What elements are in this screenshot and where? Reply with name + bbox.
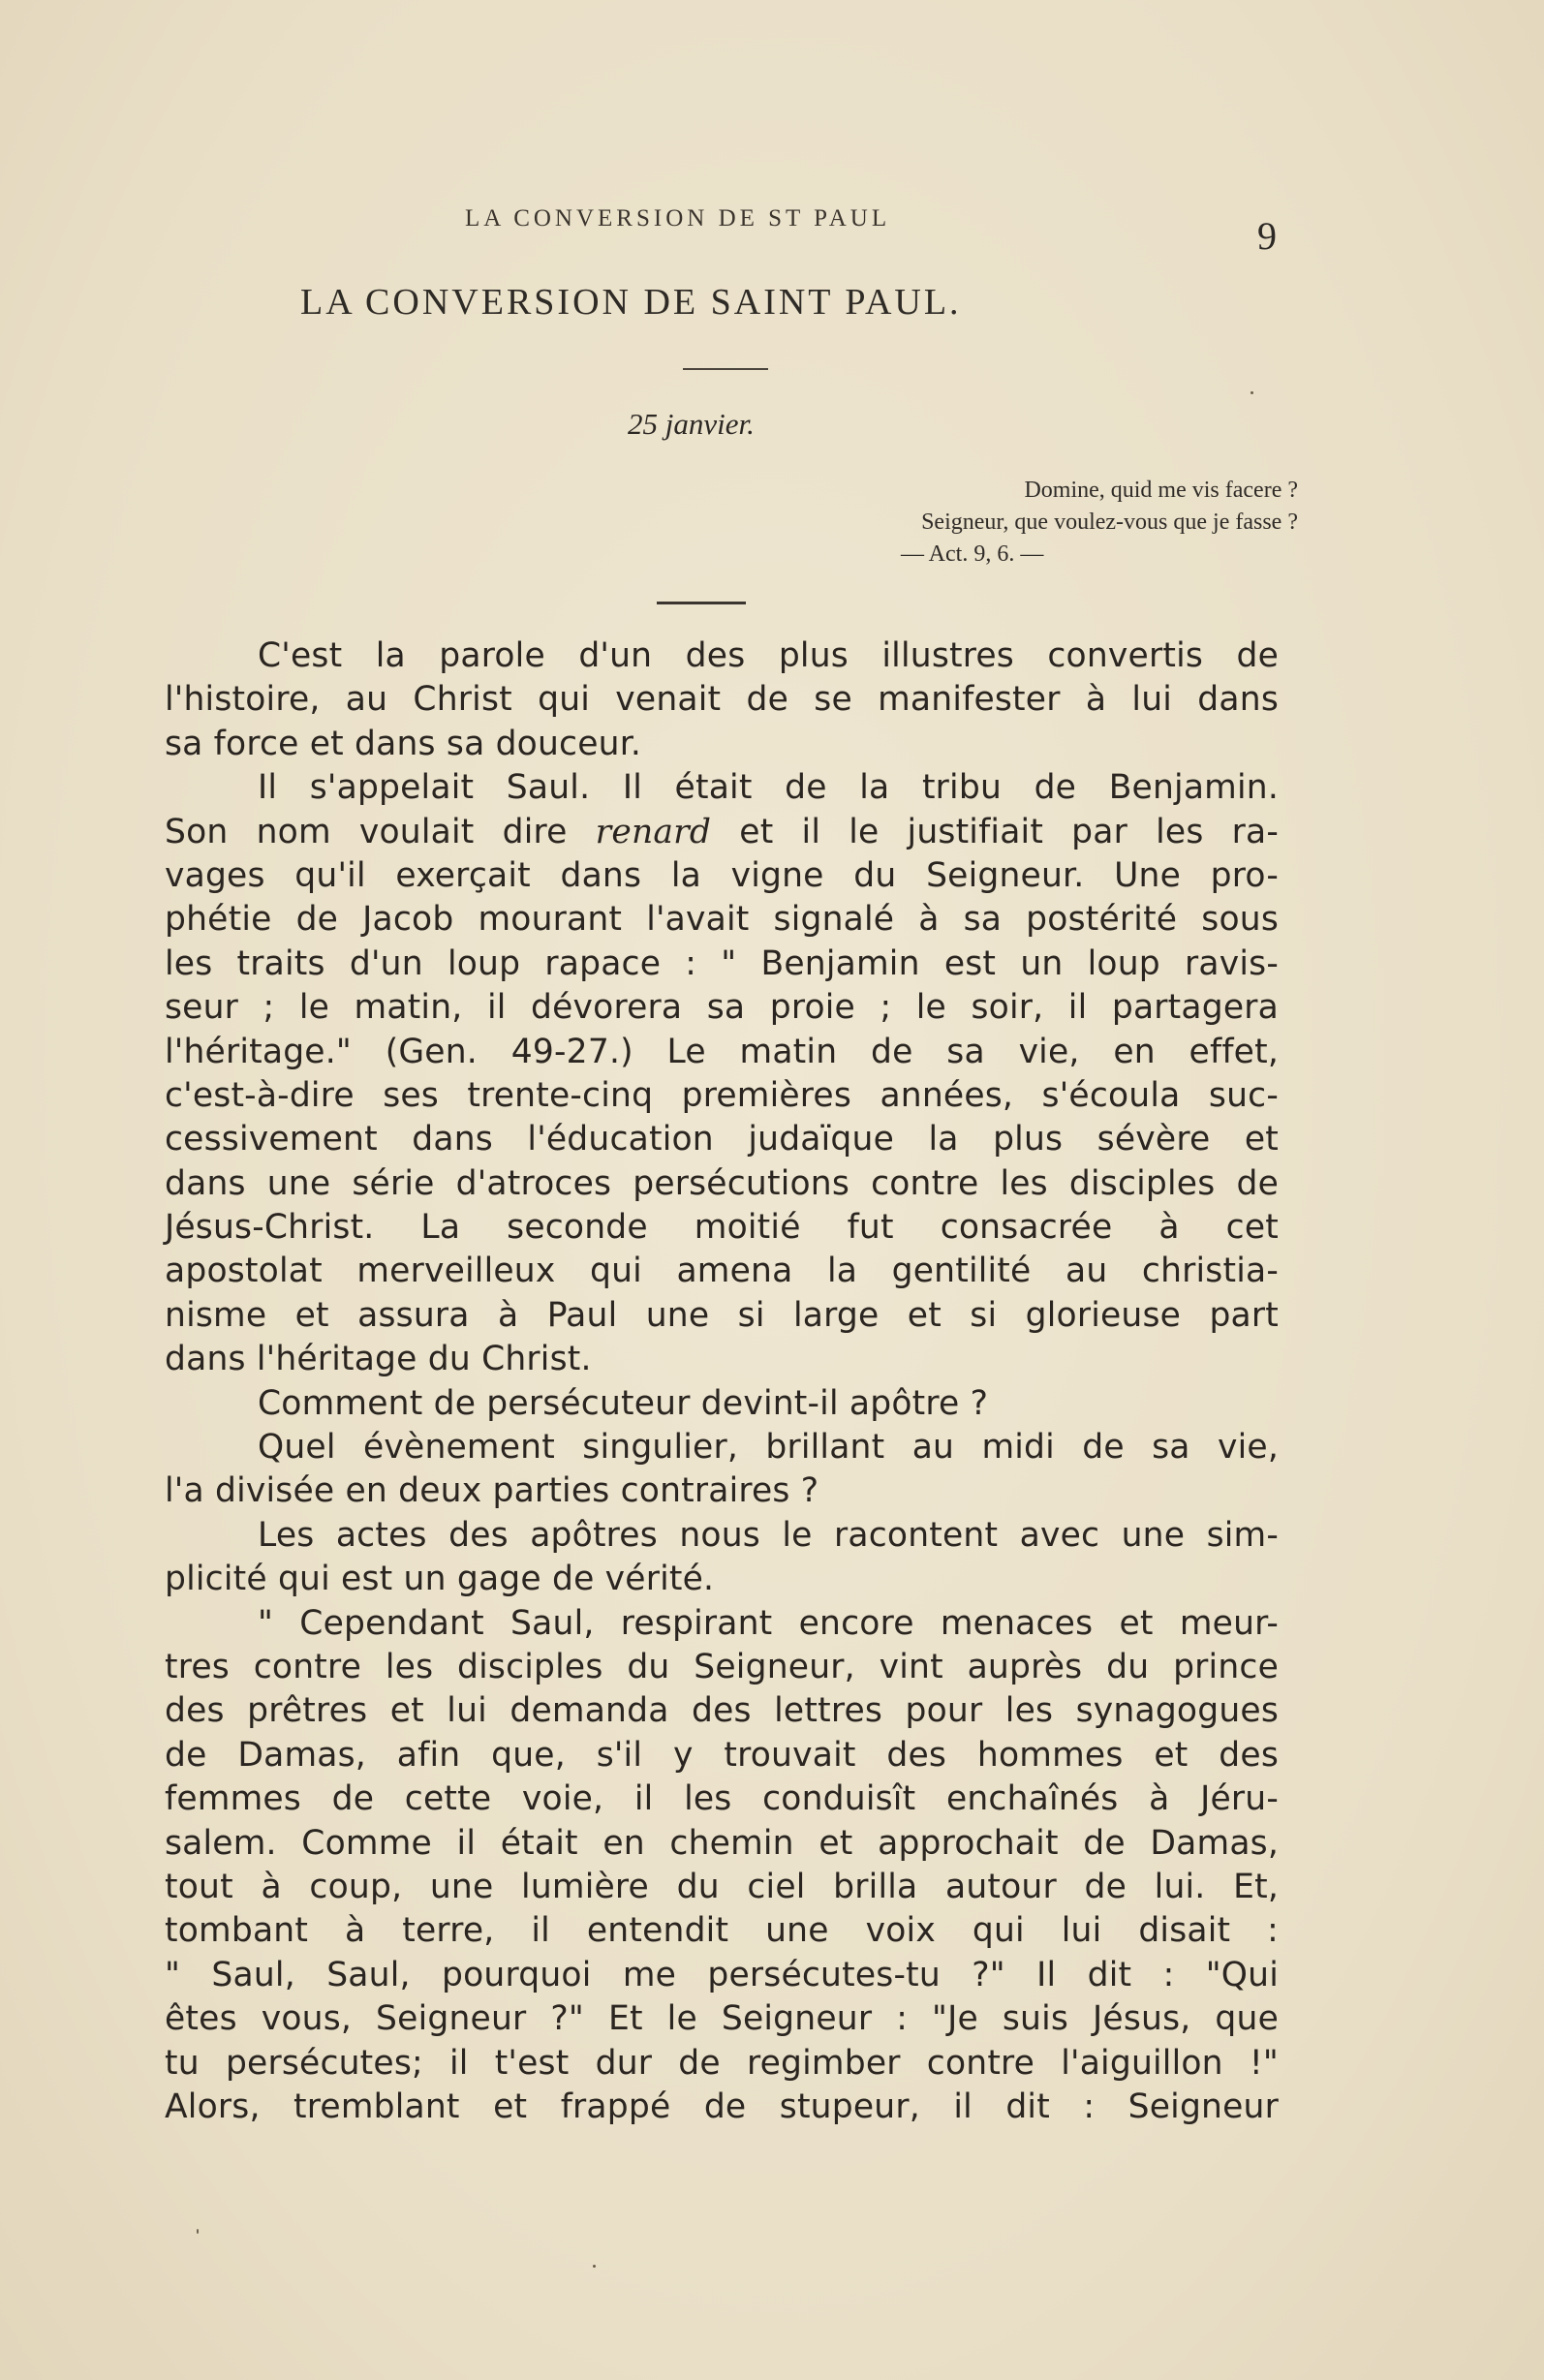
body-line: Son nom voulait dire renard et il le justifiait par les ra- bbox=[165, 812, 1279, 851]
body-line: phétie de Jacob mourant l'avait signalé à sa postérité sous bbox=[165, 900, 1279, 940]
body-line: de Damas, afin que, s'il y trouvait des hommes et des bbox=[165, 1735, 1279, 1775]
paper-speck bbox=[197, 2229, 199, 2234]
epigraph bbox=[678, 475, 1298, 571]
body-line: les traits d'un loup rapace : " Benjamin est un loup ravis- bbox=[165, 943, 1279, 983]
epigraph-latin: Domine, quid me vis facere ? bbox=[1024, 478, 1298, 503]
body-line: des prêtres et lui demanda des lettres pour les synagogues bbox=[165, 1691, 1279, 1731]
body-line: dans l'héritage du Christ. bbox=[165, 1340, 592, 1379]
title-rule bbox=[683, 368, 768, 370]
body-line: " Saul, Saul, pourquoi me persécutes-tu ?" Il dit : "Qui bbox=[165, 1955, 1279, 1994]
body-line: apostolat merveilleux qui amena la gentilité au christia- bbox=[165, 1252, 1279, 1291]
body-line: plicité qui est un gage de vérité. bbox=[165, 1560, 715, 1599]
epigraph-french: Seigneur, que voulez-vous que je fasse ? bbox=[921, 510, 1298, 535]
epigraph-reference: — Act. 9, 6. — bbox=[901, 541, 1044, 567]
body-line: Jésus-Christ. La seconde moitié fut consacrée à cet bbox=[165, 1208, 1279, 1248]
running-head: LA CONVERSION DE ST PAUL bbox=[465, 205, 891, 232]
body-line: tu persécutes; il t'est dur de regimber contre l'aiguillon !" bbox=[165, 2043, 1279, 2083]
body-line: cessivement dans l'éducation judaïque la plus sévère et bbox=[165, 1120, 1279, 1159]
paper-speck bbox=[593, 2265, 596, 2268]
body-line: Comment de persécuteur devint-il apôtre ? bbox=[258, 1383, 989, 1423]
italic-word: renard bbox=[595, 812, 712, 851]
body-line: c'est-à-dire ses trente-cinq premières années, s'écoula suc- bbox=[165, 1075, 1279, 1115]
body-text bbox=[165, 634, 1279, 2129]
body-line: l'histoire, au Christ qui venait de se manifester à lui dans bbox=[165, 680, 1279, 720]
body-line: seur ; le matin, il dévorera sa proie ; le soir, il partagera bbox=[165, 988, 1279, 1028]
body-line: l'a divisée en deux parties contraires ? bbox=[165, 1471, 819, 1511]
body-line: Il s'appelait Saul. Il était de la tribu de Benjamin. bbox=[258, 768, 1279, 808]
body-line: Alors, tremblant et frappé de stupeur, il dit : Seigneur bbox=[165, 2086, 1279, 2126]
body-line: l'héritage." (Gen. 49-27.) Le matin de sa vie, en effet, bbox=[165, 1032, 1279, 1071]
body-line: femmes de cette voie, il les conduisît enchaînés à Jéru- bbox=[165, 1779, 1279, 1819]
body-line: salem. Comme il était en chemin et approchait de Damas, bbox=[165, 1823, 1279, 1863]
body-line: Quel évènement singulier, brillant au midi de sa vie, bbox=[258, 1428, 1279, 1468]
paper-speck bbox=[1251, 391, 1253, 394]
body-line: tombant à terre, il entendit une voix qui lui disait : bbox=[165, 1911, 1279, 1951]
body-line: vages qu'il exerçait dans la vigne du Seigneur. Une pro- bbox=[165, 855, 1279, 895]
body-line: sa force et dans sa douceur. bbox=[165, 724, 642, 763]
body-line: nisme et assura à Paul une si large et si glorieuse part bbox=[165, 1295, 1279, 1335]
page-number: 9 bbox=[1257, 214, 1277, 258]
body-line: " Cependant Saul, respirant encore menaces et meur- bbox=[258, 1603, 1279, 1643]
body-line: dans une série d'atroces persécutions contre les disciples de bbox=[165, 1163, 1279, 1203]
body-line: êtes vous, Seigneur ?" Et le Seigneur : "Je suis Jésus, que bbox=[165, 1999, 1279, 2039]
chapter-title: LA CONVERSION DE SAINT PAUL. bbox=[300, 282, 962, 323]
feast-date: 25 janvier. bbox=[628, 407, 755, 441]
body-line: C'est la parole d'un des plus illustres convertis de bbox=[258, 636, 1279, 675]
epigraph-rule bbox=[657, 602, 746, 604]
body-line: tres contre les disciples du Seigneur, vint auprès du prince bbox=[165, 1647, 1279, 1686]
body-line: Les actes des apôtres nous le racontent avec une sim- bbox=[258, 1515, 1279, 1555]
body-line: tout à coup, une lumière du ciel brilla autour de lui. Et, bbox=[165, 1867, 1279, 1906]
